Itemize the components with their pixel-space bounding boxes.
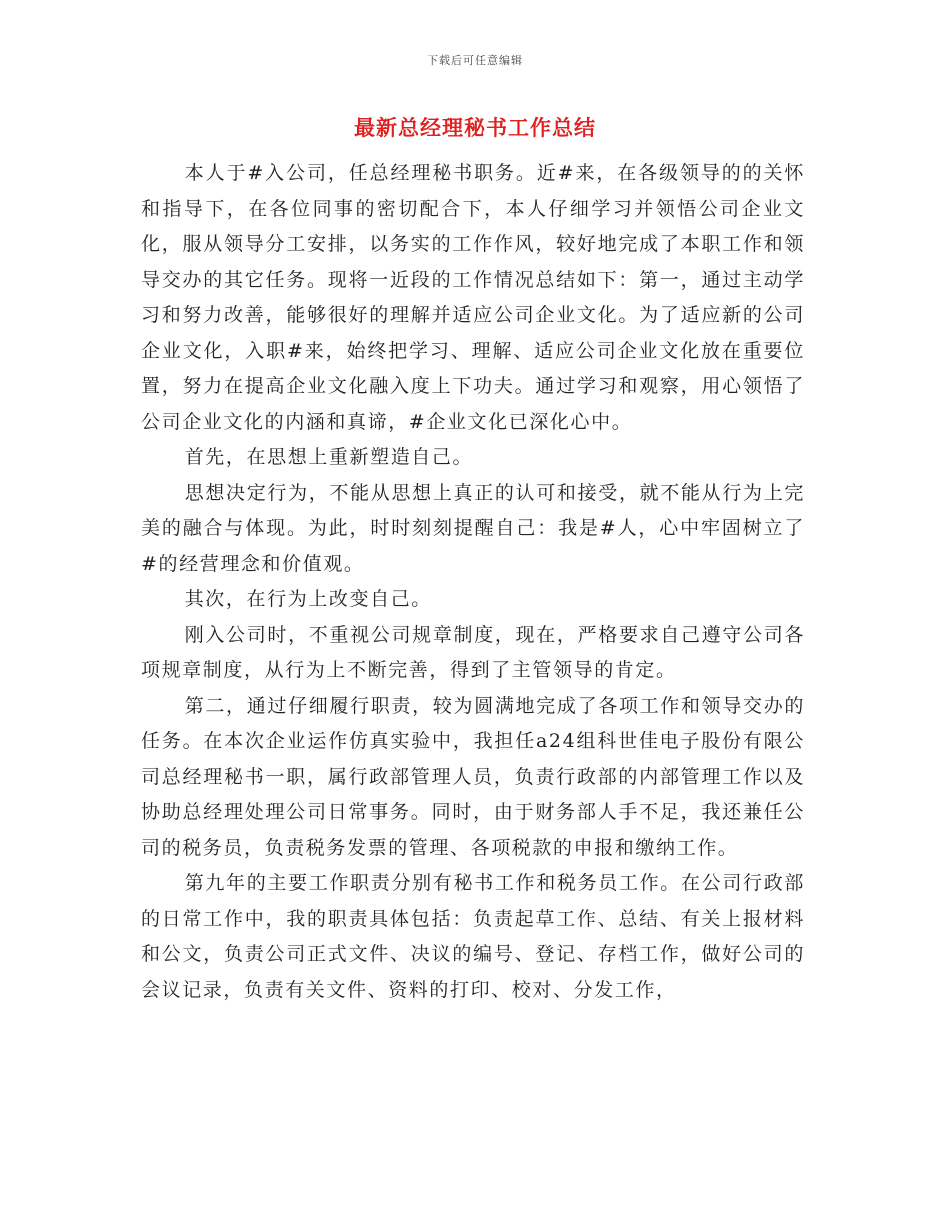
paragraph-intro: 本人于#入公司，任总经理秘书职务。近#来，在各级领导的的关怀和指导下，在各位同事的密切配合下，本人仔细学习并领悟公司企业文化，服从领导分工安排，以务实的工作作风，较好地完成了本职工作和领导交办的其它任务。现将一近段的工作情况总结如下：第一，通过主动学习和努力改善，能够很好的理解并适应公司企业文化。为了适应新的公司企业文化，入职#来，始终把学习、理解、适应公司企业文化放在重要位置，努力在提高企业文化融入度上下功夫。通过学习和观察，用心领悟了公司企业文化的内涵和真谛，#企业文化已深化心中。 — [141, 162, 805, 433]
document-body — [141, 156, 805, 1008]
paragraph-second-point: 其次，在行为上改变自己。 — [184, 588, 432, 610]
paragraph-behavior: 刚入公司时，不重视公司规章制度，现在，严格要求自己遵守公司各项规章制度，从行为上不断完善，得到了主管领导的肯定。 — [141, 623, 805, 681]
page-header-note: 下载后可任意编辑 — [427, 54, 523, 67]
paragraph-ninth-year: 第九年的主要工作职责分别有秘书工作和税务员工作。在公司行政部的日常工作中，我的职责具体包括：负责起草工作、总结、有关上报材料和公文，负责公司正式文件、决议的编号、登记、存档工作，做好公司的会议记录，负责有关文件、资料的打印、校对、分发工作， — [141, 872, 805, 1001]
document-title: 最新总经理秘书工作总结 — [354, 115, 596, 140]
paragraph-thought: 思想决定行为，不能从思想上真正的认可和接受，就不能从行为上完美的融合与体现。为此，时时刻刻提醒自己：我是#人，心中牢固树立了#的经营理念和价值观。 — [141, 481, 805, 575]
paragraph-first-point: 首先，在思想上重新塑造自己。 — [184, 446, 474, 468]
paragraph-duties: 第二，通过仔细履行职责，较为圆满地完成了各项工作和领导交办的任务。在本次企业运作仿真实验中，我担任a24组科世佳电子股份有限公司总经理秘书一职，属行政部管理人员，负责行政部的内部管理工作以及协助总经理处理公司日常事务。同时，由于财务部人手不足，我还兼任公司的税务员，负责税务发票的管理、各项税款的申报和缴纳工作。 — [141, 694, 805, 859]
